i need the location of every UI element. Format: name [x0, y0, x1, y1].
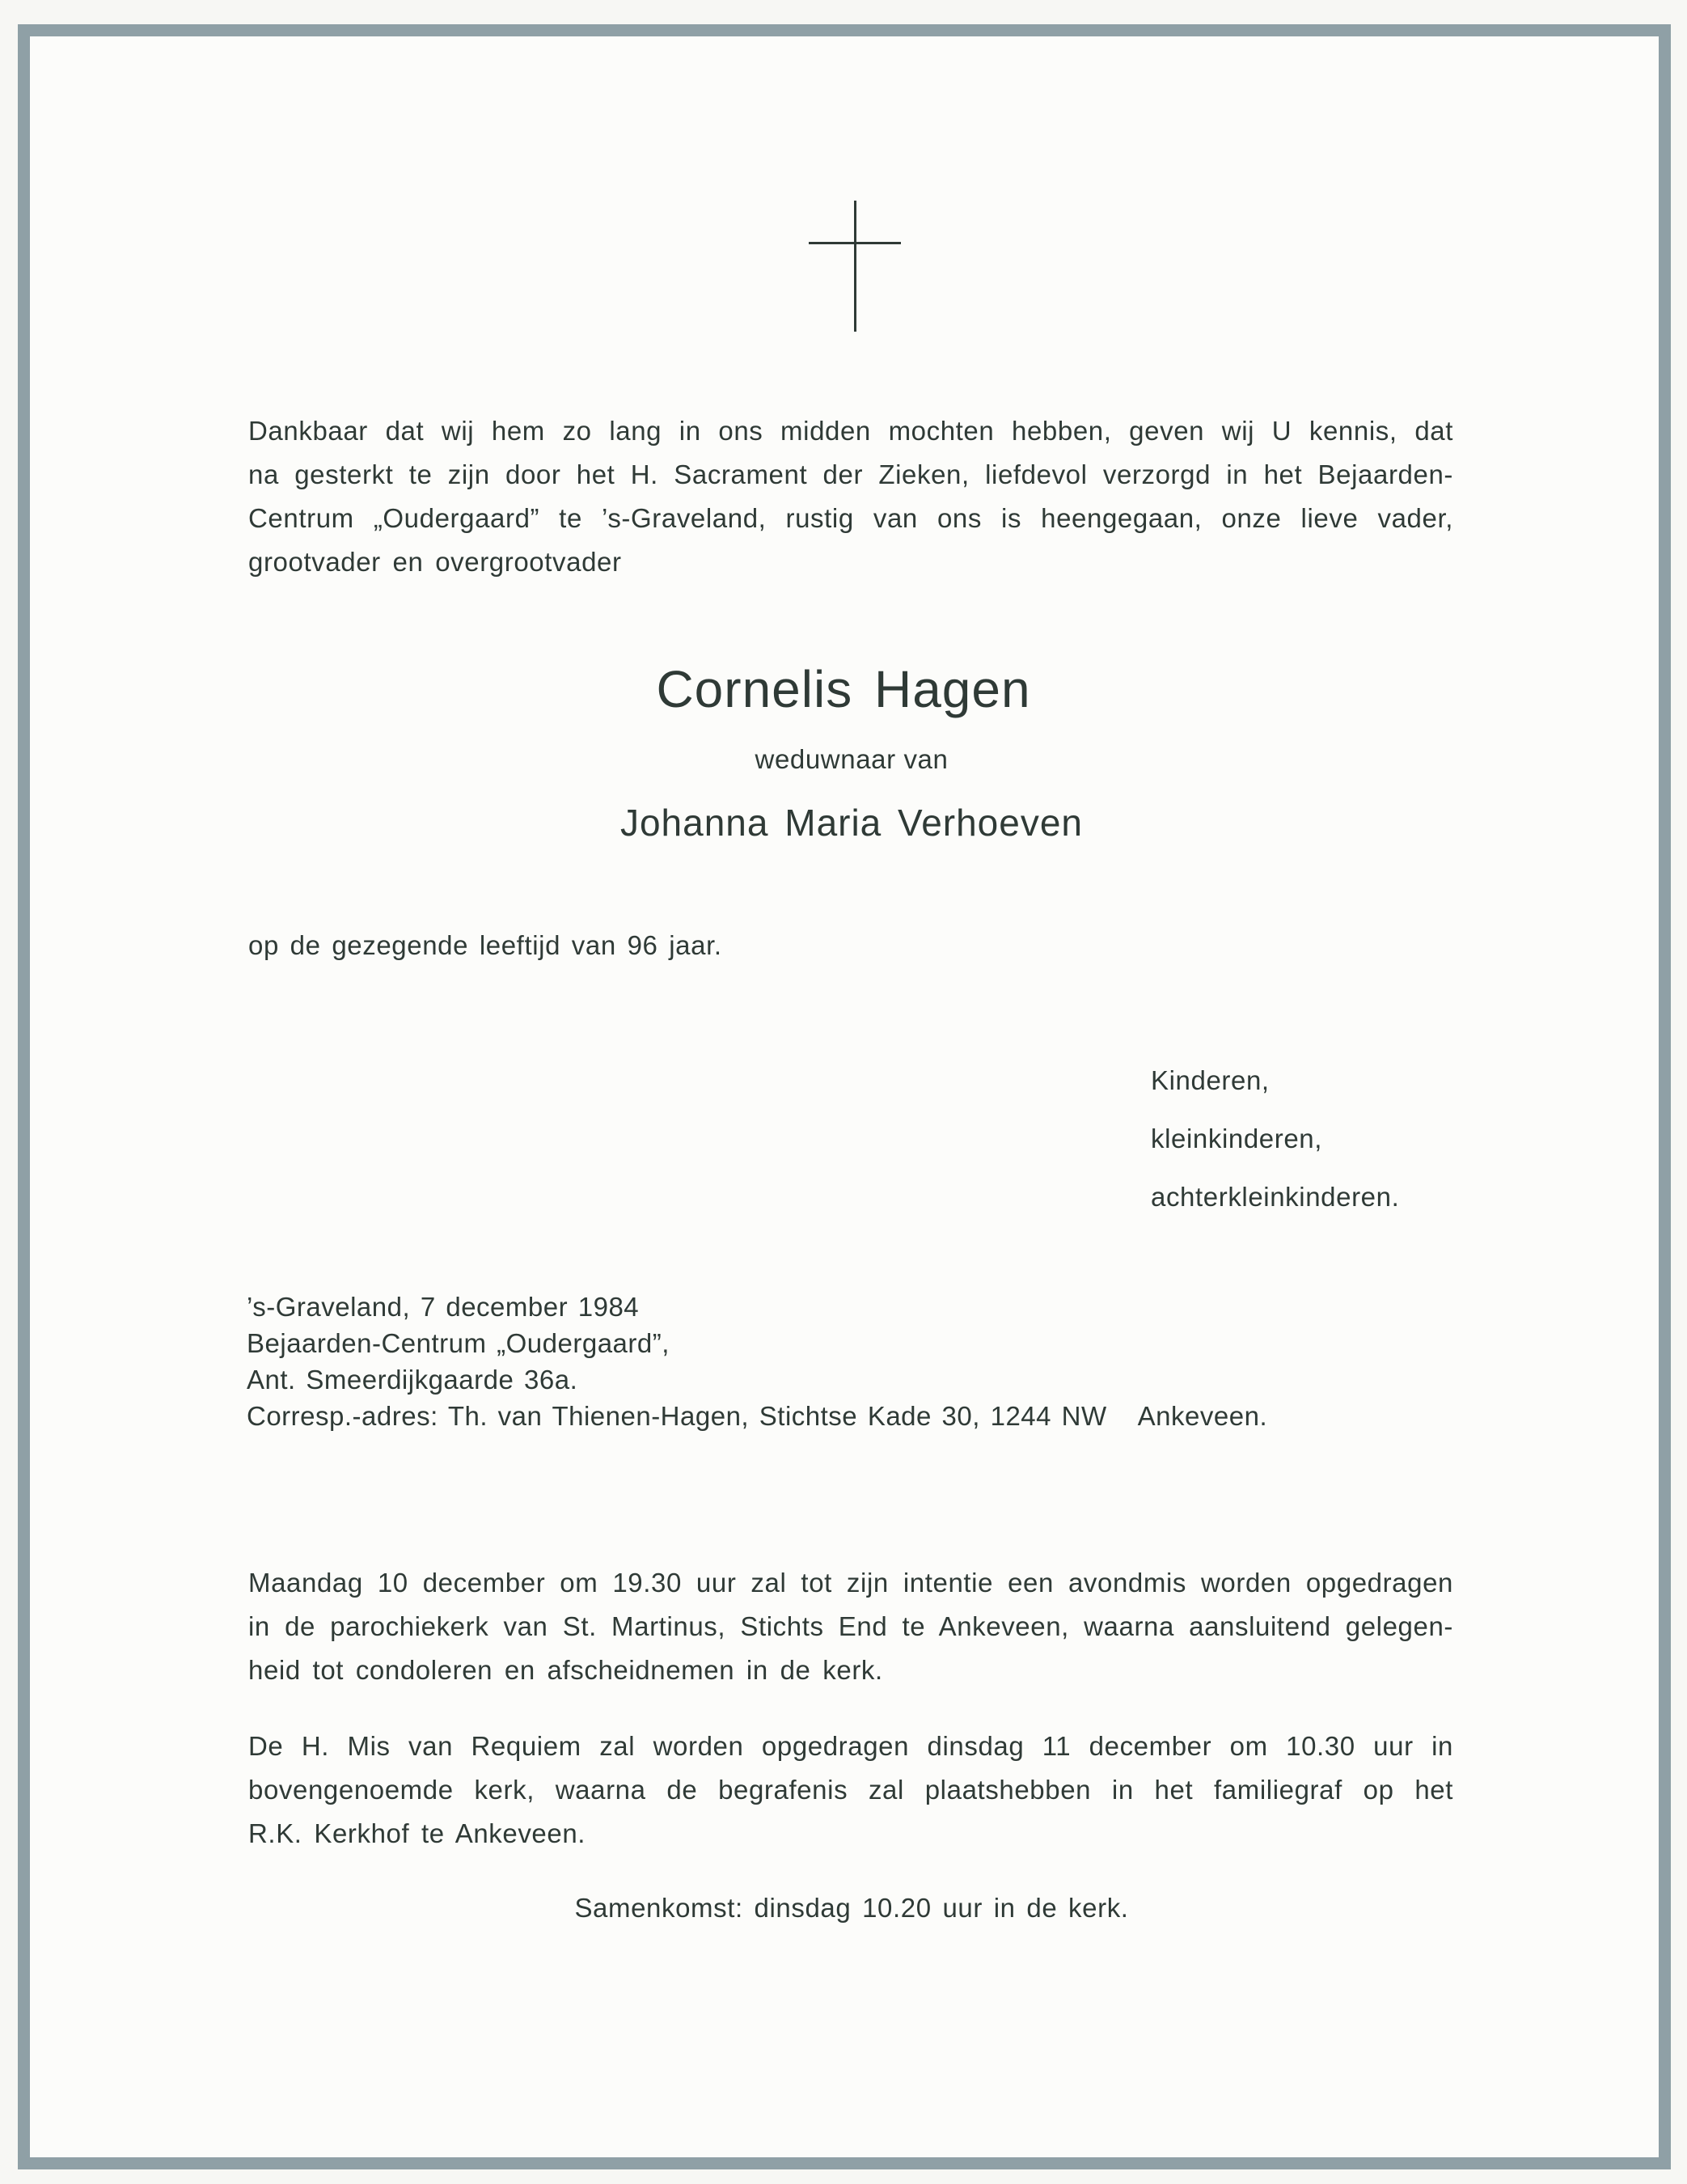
- family-list: [1151, 1052, 1399, 1226]
- family-item: kleinkinderen,: [1151, 1124, 1323, 1153]
- mass2-line: R.K. Kerkhof te Ankeveen.: [248, 1818, 586, 1848]
- mass2-line: bovengenoemde kerk, waarna de begrafenis zal plaatshebben in het familiegraf op het: [248, 1775, 1453, 1805]
- intro-line: Centrum „Oudergaard” te ’s-Graveland, rustig van ons is heengegaan, onze lieve vader,: [248, 503, 1453, 533]
- family-item: achterkleinkinderen.: [1151, 1182, 1400, 1212]
- spouse-name: Johanna Maria Verhoeven: [619, 802, 1084, 844]
- address-line: Corresp.-adres: Th. van Thienen-Hagen, Stichtse Kade 30, 1244 NW Ankeveen.: [247, 1401, 1268, 1431]
- age-text: op de gezegende leeftijd van 96 jaar.: [248, 930, 722, 960]
- address-block: [247, 1289, 1267, 1434]
- evening-mass-paragraph: [248, 1561, 1453, 1692]
- intro-line: Dankbaar dat wij hem zo lang in ons midden mochten hebben, geven wij U kennis, dat: [248, 416, 1453, 446]
- mass2-line: De H. Mis van Requiem zal worden opgedragen dinsdag 11 december om 10.30 uur in: [248, 1731, 1453, 1761]
- deceased-name: Cornelis Hagen: [656, 660, 1031, 718]
- mass1-line: Maandag 10 december om 19.30 uur zal tot zijn intentie een avondmis worden opgedragen: [248, 1568, 1453, 1598]
- address-line: ’s-Graveland, 7 december 1984: [247, 1292, 640, 1322]
- cross-icon: [809, 201, 901, 332]
- address-line: Ant. Smeerdijkgaarde 36a.: [247, 1365, 578, 1395]
- mass1-line: heid tot condoleren en afscheidnemen in de kerk.: [248, 1655, 883, 1685]
- gathering-text: Samenkomst: dinsdag 10.20 uur in de kerk.: [574, 1893, 1129, 1923]
- intro-paragraph: [248, 409, 1453, 584]
- widower-text: weduwnaar van: [755, 744, 949, 774]
- intro-line: na gesterkt te zijn door het H. Sacrament der Zieken, liefdevol verzorgd in het Bejaarden-: [248, 459, 1453, 489]
- intro-line: grootvader en overgrootvader: [248, 547, 622, 577]
- requiem-mass-paragraph: [248, 1725, 1453, 1856]
- address-line: Bejaarden-Centrum „Oudergaard”,: [247, 1328, 670, 1358]
- mass1-line: in de parochiekerk van St. Martinus, Stichts End te Ankeveen, waarna aansluitend gelegen-: [248, 1611, 1453, 1641]
- family-item: Kinderen,: [1151, 1065, 1270, 1095]
